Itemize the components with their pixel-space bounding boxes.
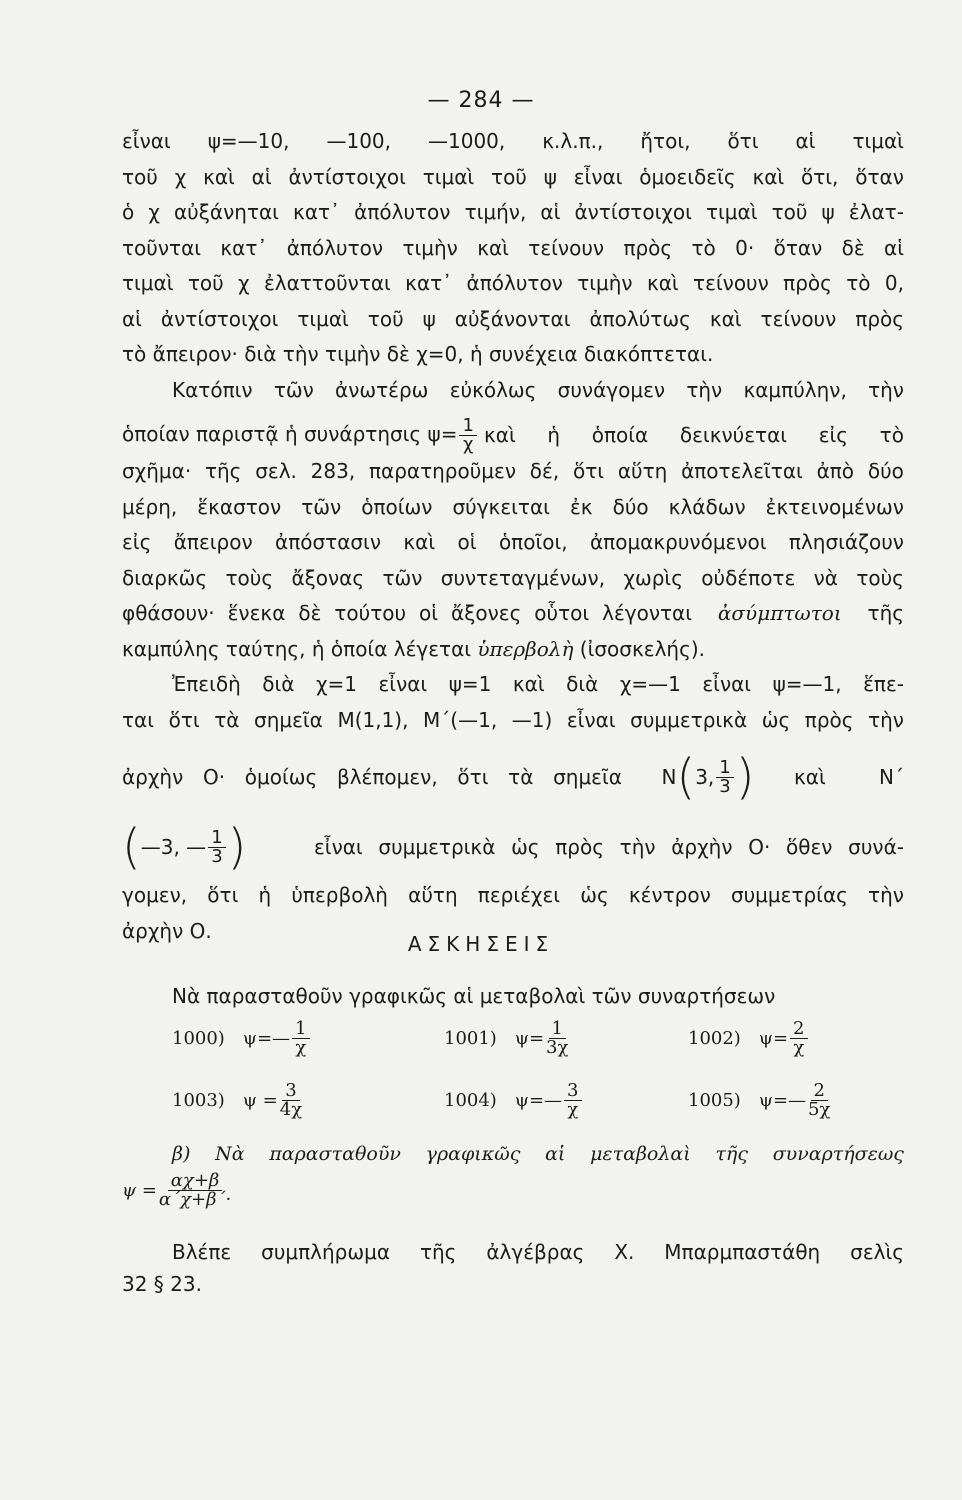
word: ἐλαττοῦνται: [263, 271, 391, 295]
word: οἱ: [457, 530, 477, 554]
text-line: [122, 199, 904, 235]
word: ψ: [543, 164, 557, 189]
text-line: [122, 377, 904, 413]
word: Ο·: [748, 835, 771, 859]
fraction: $\frac{2}{\chi}$: [790, 1020, 807, 1057]
word: συνάγομεν: [557, 377, 666, 402]
word: κατ᾽: [405, 271, 453, 295]
word: 0·: [735, 235, 755, 260]
word: περιέχει: [477, 883, 561, 907]
word: πρὸς: [555, 835, 604, 859]
word: τιμαὶ: [297, 306, 349, 331]
word: τιμήν,: [464, 200, 527, 224]
word: Ν΄: [879, 765, 904, 789]
word: δὲ: [841, 235, 865, 260]
word: Κατόπιν: [172, 377, 253, 402]
exercise-item: 1005) ψ=— $\frac{2}{5\chi}$: [688, 1080, 831, 1120]
word: ἀνωτέρω: [335, 377, 429, 402]
word: Μπαρμπαστάθη: [664, 1240, 821, 1264]
exercise-item: 1001) ψ= $\frac{1}{3\chi}$: [444, 1018, 569, 1058]
word: τοῦ: [122, 164, 158, 189]
word: ψ=—10,: [207, 129, 290, 153]
word: ὡς: [761, 707, 791, 732]
word: ὁμοειδεῖς: [639, 164, 736, 189]
word: τοὺς: [856, 565, 904, 590]
word: εἰς: [818, 423, 849, 447]
word: —1): [511, 707, 553, 732]
word: συμμετρικὰ: [630, 707, 748, 732]
word: δέ,: [529, 459, 560, 483]
word: εἶναι: [122, 129, 171, 153]
word: τὸ: [879, 423, 904, 447]
italic-term: ἀσύμπτωτοι: [717, 601, 842, 625]
word: ἐλατ-: [848, 200, 904, 224]
word: ἀπόλυτον: [466, 271, 563, 295]
word: τιμαὶ: [422, 164, 475, 189]
fraction: $\frac{3}{4\chi}$: [279, 1080, 303, 1120]
text-line: ἀρχὴν Ο.: [122, 918, 212, 943]
word: τιμαὶ: [706, 200, 758, 224]
word: καὶ: [203, 164, 235, 189]
word: γομεν,: [122, 883, 188, 907]
word: τῆς: [715, 1143, 748, 1165]
word: αἱ: [540, 200, 561, 224]
word: τὴν: [686, 377, 723, 402]
beta-formula: ψ = $\frac{\alpha\chi+\beta}{\alpha΄\chi+\beta΄\cdot}$: [122, 1170, 232, 1210]
fraction: $\frac{1}{\chi}$: [292, 1020, 309, 1057]
text-line: καμπύλης ταύτης, ἡ ὁποία λέγεται ὑπερβολὴ (ἰσοσκελής).: [122, 636, 705, 661]
word: κατ᾽: [220, 235, 268, 260]
word: τῶν: [301, 494, 342, 519]
word: αὐξάνονται: [454, 306, 571, 331]
word: τῶν: [382, 565, 423, 590]
text-line: [122, 529, 904, 565]
word: βλέπομεν,: [336, 765, 438, 789]
fraction: $\frac{1}{3}$: [208, 829, 225, 866]
word: ὅτι,: [801, 164, 839, 189]
text-line: [122, 164, 904, 200]
exercise-beta: [172, 1143, 904, 1165]
word: ὁποῖοι,: [498, 530, 568, 554]
word: ἀντίστοιχοι: [288, 164, 406, 189]
word: πρὸς: [783, 271, 832, 295]
text-line: [122, 235, 904, 271]
word: ὅταν: [773, 235, 823, 260]
word: τούτου: [334, 601, 407, 625]
word: ὁμοίως: [244, 765, 318, 789]
exercise-item: 1003) ψ = $\frac{3}{4\chi}$: [172, 1080, 303, 1120]
word: καὶ: [646, 271, 679, 295]
word: ὅταν: [855, 164, 904, 189]
word: αὕτη: [617, 459, 668, 483]
word: ἕνεκα: [227, 601, 286, 625]
word: δὲ: [298, 601, 322, 625]
word: καὶ: [793, 765, 826, 789]
word: κέντρον: [628, 883, 711, 907]
word: τὸ: [846, 271, 871, 295]
word: πρὸς: [855, 306, 904, 331]
word: ὅτι: [727, 129, 759, 153]
word: παρασταθοῦν: [269, 1143, 401, 1165]
word: οἱ: [419, 601, 439, 625]
word: εὐκόλως: [449, 377, 537, 402]
word: τιμὴν: [577, 271, 633, 295]
word: εἶναι: [378, 672, 428, 696]
word: β): [172, 1143, 191, 1165]
word: φθάσουν·: [122, 601, 215, 625]
word: ἄπειρον: [173, 530, 253, 554]
word: Νὰ: [215, 1143, 245, 1165]
word: χ=—1: [619, 672, 681, 696]
word: σημεῖα: [254, 707, 323, 732]
word: χ: [174, 164, 187, 189]
text-line: [122, 128, 904, 164]
word: εἶναι: [566, 707, 616, 732]
word: ἄξονες: [451, 601, 522, 625]
word: πρὸς: [804, 707, 854, 732]
word: συμμετρίας: [730, 883, 848, 907]
word: αἱ: [545, 1143, 566, 1165]
word: τοῦ: [491, 164, 527, 189]
word: σημεῖα: [553, 765, 622, 789]
word: συντεταγμένων,: [440, 565, 606, 590]
fraction: $\frac{3}{\chi}$: [564, 1082, 581, 1119]
word: παρατηροῦμεν: [368, 459, 517, 483]
text-line: φθάσουν· ἕνεκα δὲ τούτου οἱ ἄξονες οὗτοι λέγονται ἀσύμπτωτοι τῆς: [122, 601, 904, 625]
word: ψ=—1,: [772, 672, 842, 696]
exercise-item: 1002) ψ= $\frac{2}{\chi}$: [688, 1020, 810, 1057]
word: τοὺς: [225, 565, 274, 590]
word: τὴν: [868, 883, 904, 907]
word: εἶναι: [314, 835, 363, 859]
word: ἐκ: [569, 494, 593, 519]
word: ὅτι: [457, 765, 489, 789]
word: τοῦ: [367, 306, 404, 331]
word: εἶναι: [573, 164, 623, 189]
word: ὁποία: [591, 423, 649, 447]
fraction: $\frac{2}{5\chi}$: [808, 1080, 831, 1120]
word: ψ: [422, 306, 436, 331]
word: ἀπολύτως: [589, 306, 691, 331]
word: τὴν: [868, 377, 904, 402]
word: ἤτοι,: [640, 129, 691, 153]
word: ὁποίων: [361, 494, 433, 519]
word: τείνουν: [693, 271, 769, 295]
fraction: $\frac{1}{3\chi}$: [546, 1018, 569, 1058]
word: τείνουν: [528, 235, 605, 260]
text-line: [122, 494, 904, 530]
word: ψ: [821, 200, 835, 224]
word: χωρὶς: [623, 565, 683, 590]
word: ὑπερβολὴ: [291, 883, 388, 907]
word: ἀρχὴν: [671, 835, 733, 859]
word: δύο: [867, 459, 904, 483]
word: συμμετρικὰ: [378, 835, 496, 859]
text-line: [122, 671, 904, 707]
word: συναρτήσεως: [772, 1143, 904, 1165]
word: ἡ: [547, 423, 561, 447]
word: πρὸς: [623, 235, 673, 260]
text-line: [122, 412, 904, 458]
word: ἕκαστον: [197, 494, 282, 519]
word: νὰ: [813, 565, 838, 590]
word: ἀρχὴν: [122, 765, 184, 789]
word: ἕπε-: [863, 672, 904, 696]
exercises-intro: Νὰ παρασταθοῦν γραφικῶς αἱ μεταβολαὶ τῶν συναρτήσεων: [172, 984, 776, 1008]
word: διαρκῶς: [122, 565, 208, 590]
point-formula: Ν ( 3, $\frac{1}{3}$ ): [661, 749, 755, 805]
word: Μ΄(—1,: [423, 707, 498, 732]
word: ὡς: [511, 835, 540, 859]
word: ψ=1: [448, 672, 492, 696]
word: τιμαὶ: [122, 271, 174, 295]
word: ὅτι: [207, 883, 239, 907]
word: λέγονται: [602, 601, 692, 625]
word: ται: [122, 707, 154, 732]
word: ἀπόστασιν: [275, 530, 381, 554]
word: δεικνύεται: [679, 423, 788, 447]
word: εἶναι: [702, 672, 752, 696]
text-line: [122, 306, 904, 342]
word: αἱ: [884, 235, 904, 260]
exercise-item: 1004) ψ=— $\frac{3}{\chi}$: [444, 1082, 584, 1119]
text-line: [122, 707, 904, 743]
text-line: [122, 270, 904, 306]
word: σύγκειται: [452, 494, 550, 519]
fraction: $\frac{\alpha\chi+\beta}{\alpha΄\chi+\beta΄\cdot}$: [158, 1170, 232, 1210]
word: μεταβολαὶ: [590, 1143, 691, 1165]
word: τοῦ: [771, 200, 808, 224]
word: οὗτοι: [534, 601, 590, 625]
word: πλησιάζουν: [788, 530, 904, 554]
formula-inline: ὁποίαν παριστᾷ ἡ συνάρτησις ψ= $\frac{1}{\chi}$: [122, 417, 479, 454]
word: σελὶς: [850, 1240, 904, 1264]
word: διὰ: [566, 672, 599, 696]
word: κ.λ.π.,: [542, 129, 604, 153]
word: 0,: [884, 271, 904, 295]
word: ὅτι: [572, 459, 605, 483]
word: ὁ: [122, 200, 135, 224]
exercise-item: 1000) ψ=— $\frac{1}{\chi}$: [172, 1020, 312, 1057]
word: σχῆμα·: [122, 459, 192, 483]
word: χ: [238, 271, 250, 295]
word: ἀπόλυτον: [354, 200, 451, 224]
word: αὐξάνηται: [174, 200, 279, 224]
word: καμπύλην,: [743, 377, 847, 402]
word: τῆς: [204, 459, 242, 483]
word: Ἐπειδὴ: [172, 672, 241, 696]
word: ἀπὸ: [816, 459, 855, 483]
word: αὕτη: [408, 883, 458, 907]
word: καὶ: [477, 235, 509, 260]
reference-note: [172, 1240, 904, 1264]
word: καὶ: [484, 423, 516, 447]
word: κατ᾽: [293, 200, 341, 224]
word: 283,: [310, 459, 356, 483]
word: ἀλγέβρας: [486, 1240, 585, 1264]
point-formula: ( —3, — $\frac{1}{3}$ ): [122, 819, 247, 875]
word: συνά-: [848, 835, 904, 859]
fraction: $\frac{1}{3}$: [716, 759, 733, 796]
body-text: [122, 128, 904, 953]
word: —1000,: [428, 129, 506, 153]
word: ἀντίστοιχοι: [160, 306, 279, 331]
word: τιμὴν: [402, 235, 458, 260]
word: καὶ: [709, 306, 742, 331]
word: μέρη,: [122, 494, 178, 519]
word: συμπλήρωμα: [261, 1240, 391, 1264]
word: τιμαὶ: [852, 129, 904, 153]
word: σελ.: [255, 459, 297, 483]
word: τοῦνται: [122, 235, 202, 260]
word: τὴν: [619, 835, 656, 859]
text-line: [122, 458, 904, 494]
page-number: — 284 —: [427, 88, 535, 113]
word: διὰ: [262, 672, 295, 696]
word: ἐκτεινομένων: [765, 494, 904, 519]
word: Ο·: [202, 765, 226, 789]
word: χ=1: [315, 672, 357, 696]
word: τὰ: [214, 707, 240, 732]
word: ὅτι: [168, 707, 200, 732]
word: χ: [148, 200, 160, 224]
word: κλάδων: [668, 494, 746, 519]
word: δύο: [612, 494, 649, 519]
word: τὸ: [691, 235, 716, 260]
exercises-title: ΑΣΚΗΣΕΙΣ: [407, 932, 555, 956]
reference-note-cont: 32 § 23.: [122, 1272, 202, 1296]
text-line: [122, 565, 904, 601]
text-line: [122, 742, 904, 812]
word: τείνουν: [760, 306, 837, 331]
word: ἀπομακρυνόμενοι: [589, 530, 767, 554]
word: Βλέπε: [172, 1240, 232, 1264]
word: —100,: [326, 129, 391, 153]
word: αἱ: [251, 164, 272, 189]
word: τὰ: [508, 765, 534, 789]
word: ἀντίστοιχοι: [574, 200, 692, 224]
word: τοῦ: [187, 271, 224, 295]
word: αἱ: [795, 129, 816, 153]
word: τῶν: [273, 377, 314, 402]
word: αἱ: [122, 306, 142, 331]
fraction: $\frac{1}{\chi}$: [459, 417, 476, 454]
word: εἰς: [122, 530, 152, 554]
word: Χ.: [614, 1240, 635, 1264]
word: ἄξονας: [291, 565, 365, 590]
word: γραφικῶς: [425, 1143, 521, 1165]
text-line: τὸ ἄπειρον· διὰ τὴν τιμὴν δὲ χ=0, ἡ συνέχεια διακόπτεται.: [122, 342, 714, 366]
word: ἀπόλυτον: [286, 235, 384, 260]
word: τῆς: [419, 1240, 457, 1264]
word: ἀποτελεῖται: [681, 459, 803, 483]
text-line: [122, 812, 904, 882]
word: καὶ: [512, 672, 545, 696]
word: καὶ: [403, 530, 436, 554]
word: ἡ: [258, 883, 272, 907]
word: ὅθεν: [786, 835, 833, 859]
italic-term: ὑπερβολὴ: [477, 636, 574, 661]
word: οὐδέποτε: [701, 565, 796, 590]
text-line: [122, 882, 904, 918]
word: τὴν: [868, 707, 904, 732]
word: ὡς: [580, 883, 609, 907]
word: Μ(1,1),: [337, 707, 409, 732]
word: καὶ: [752, 164, 785, 189]
